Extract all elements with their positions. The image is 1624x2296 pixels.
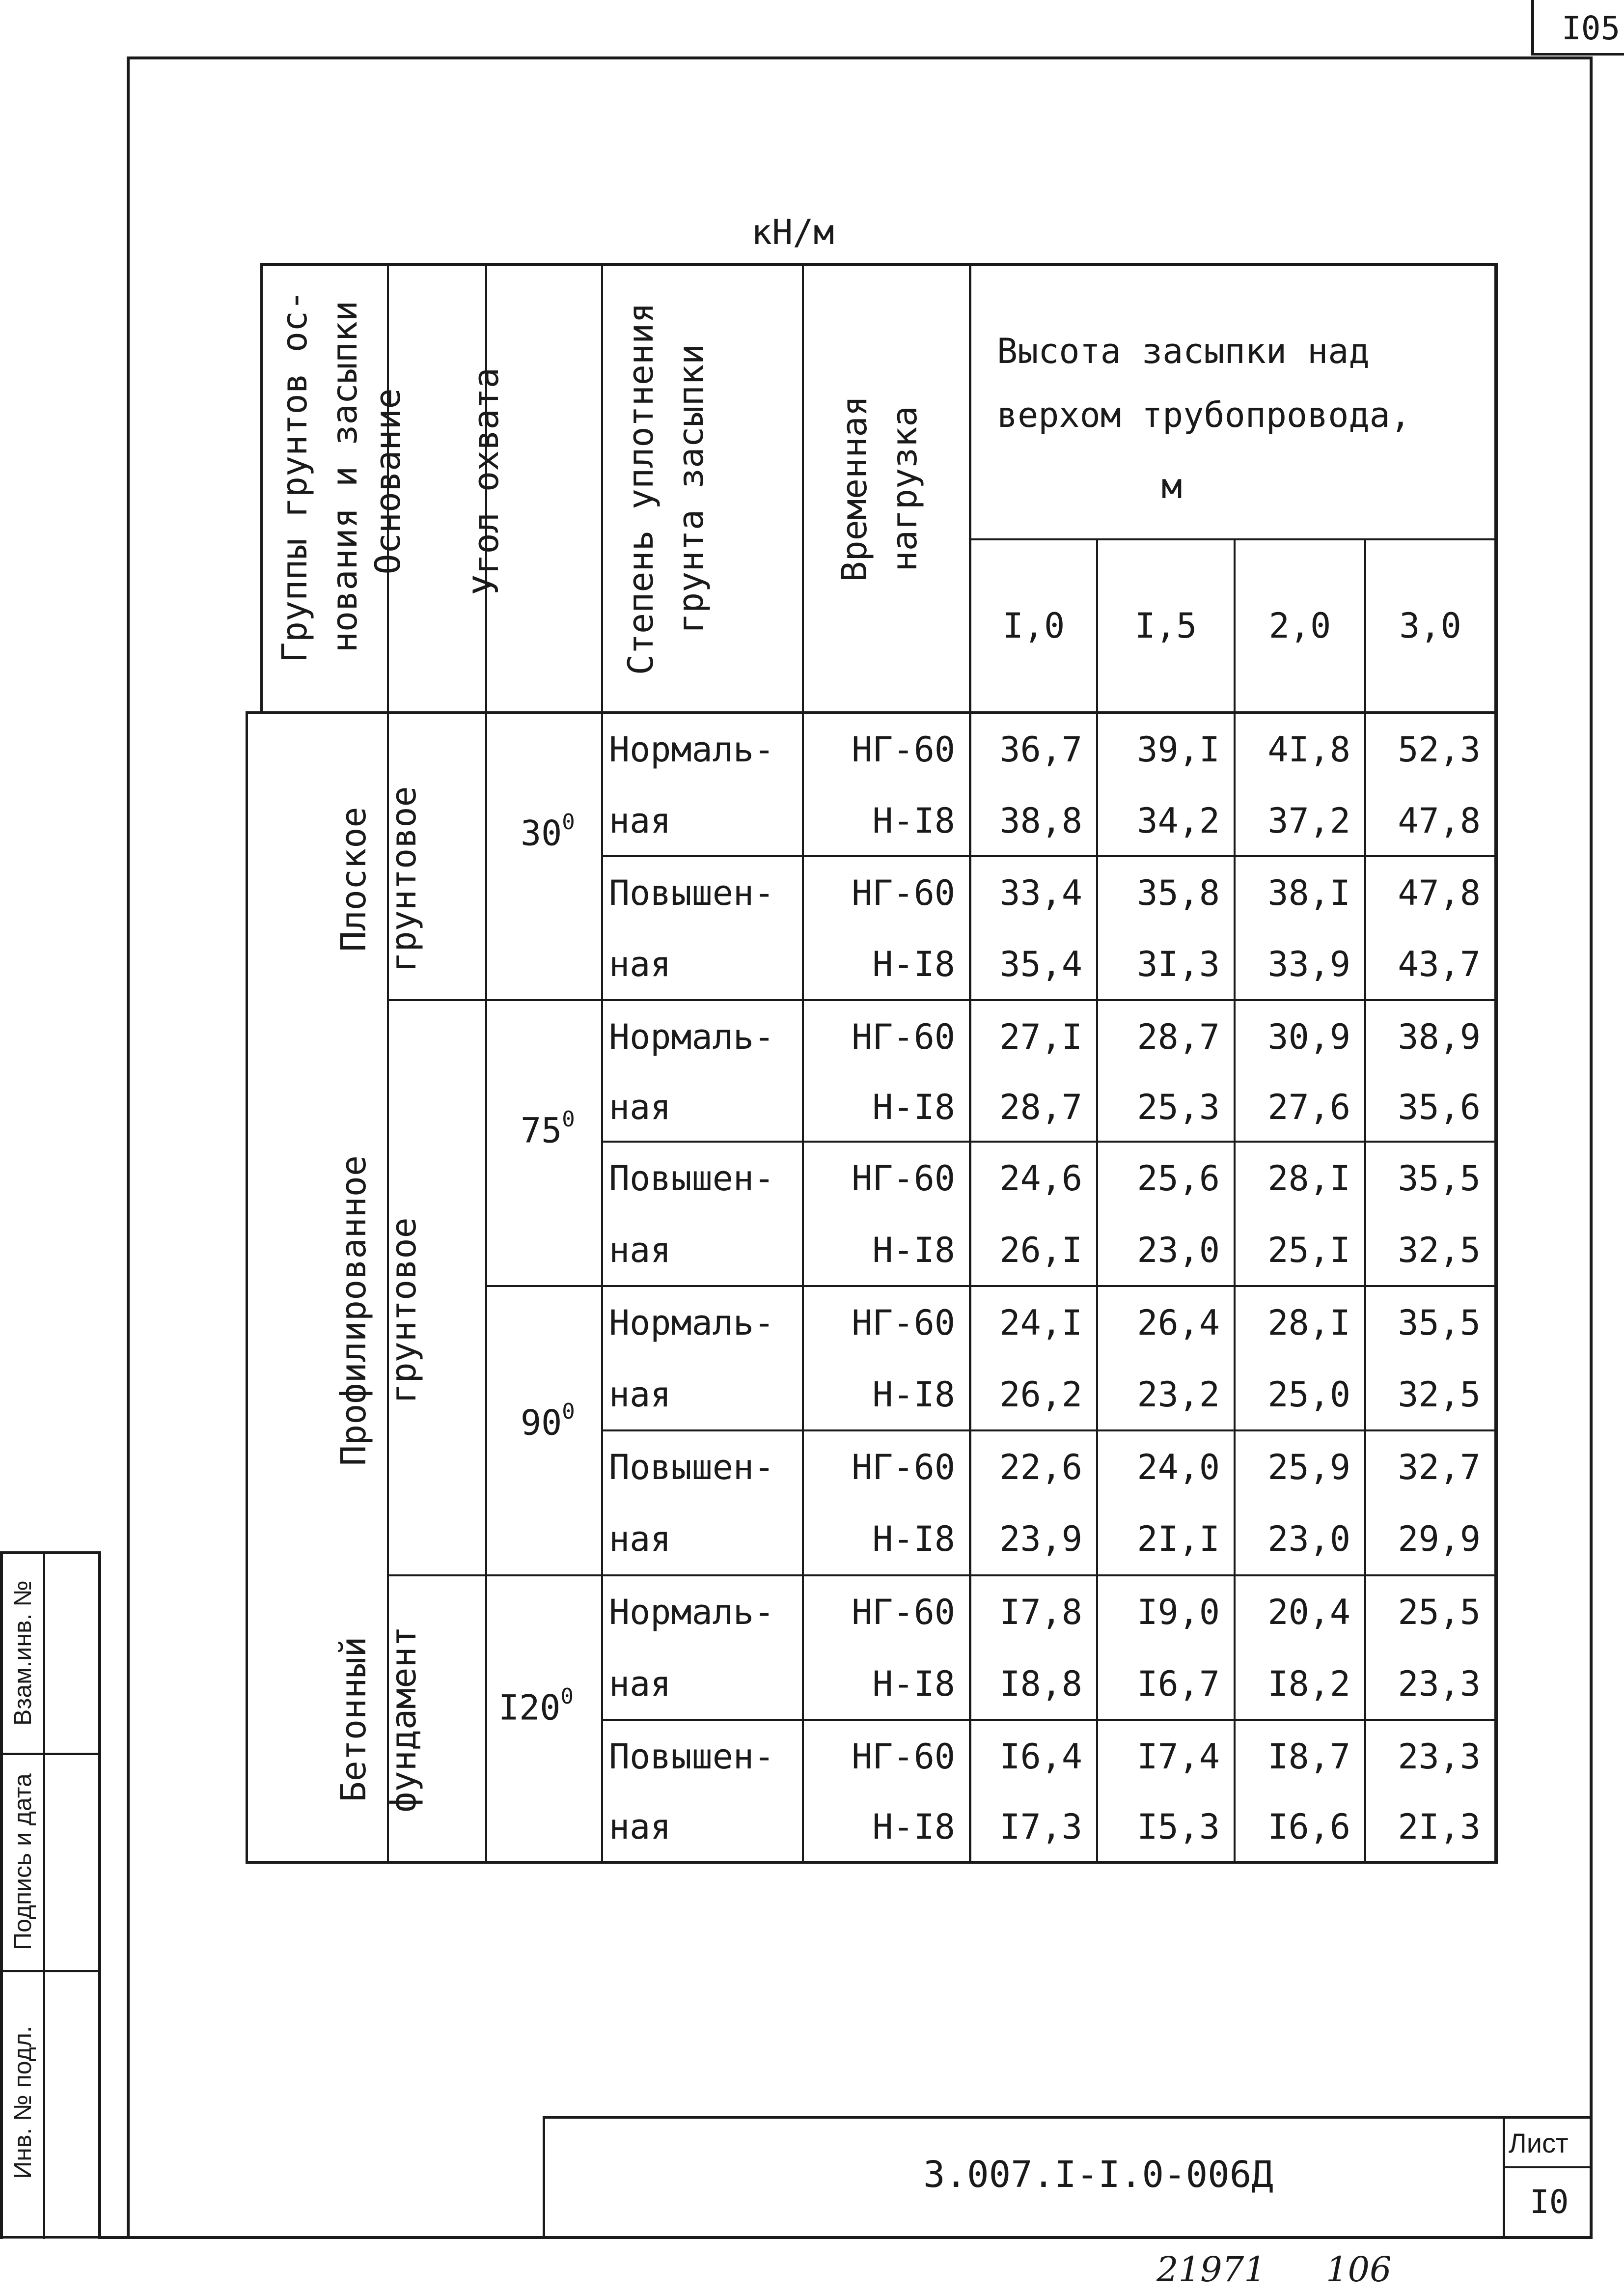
load-label: Н-I8 <box>872 800 955 841</box>
load-label: НГ-60 <box>852 729 955 770</box>
foundation-concrete: Бетонный фундамент <box>333 1626 424 1813</box>
table-cell: 25,I <box>1267 1230 1350 1270</box>
angle-value: 75 <box>521 1110 562 1151</box>
sheet-number: I0 <box>1530 2183 1569 2221</box>
table-cell: 23,2 <box>1137 1374 1220 1415</box>
angle-value: I20 <box>498 1687 561 1728</box>
load-label: НГ-60 <box>852 1158 955 1199</box>
compaction-label: Повышен- <box>609 1158 775 1199</box>
compaction-label: ная <box>609 1087 671 1127</box>
load-label: НГ-60 <box>852 1592 955 1632</box>
table-cell: 29,9 <box>1398 1518 1481 1559</box>
angle-90 <box>521 1399 575 1443</box>
compaction-label: Повышен- <box>609 1447 775 1487</box>
table-cell: I8,8 <box>999 1663 1082 1704</box>
header-height-group: Высота засыпки над <box>997 331 1370 371</box>
stamp-inv-podl: Инв. № подл. <box>9 2026 36 2179</box>
load-label: Н-I8 <box>872 944 955 984</box>
compaction-label: Нормаль- <box>609 1302 775 1343</box>
header-height-1: I,0 <box>1002 606 1065 646</box>
table-cell: I7,8 <box>999 1592 1082 1632</box>
compaction-label: Нормаль- <box>609 1592 775 1632</box>
table-cell: 23,9 <box>999 1518 1082 1559</box>
angle-30 <box>521 810 575 854</box>
table-cell: 32,5 <box>1398 1230 1481 1270</box>
page-corner-number: I05 <box>1562 9 1621 47</box>
angle-75 <box>521 1107 575 1151</box>
table-cell: 36,7 <box>999 729 1082 770</box>
compaction-label: ная <box>609 1230 671 1270</box>
table-cell: I7,3 <box>999 1806 1082 1847</box>
foundation-flat-soil: Плоское грунтовое <box>333 786 424 973</box>
sheet-label: Лист <box>1509 2128 1569 2158</box>
table-cell: I9,0 <box>1137 1592 1220 1632</box>
load-label: НГ-60 <box>852 1447 955 1487</box>
table-cell: 38,8 <box>999 800 1082 841</box>
compaction-label: Повышен- <box>609 1736 775 1777</box>
degree-mark: 0 <box>560 1684 574 1709</box>
compaction-label: ная <box>609 800 671 841</box>
table-cell: 37,2 <box>1267 800 1350 841</box>
compaction-label: ная <box>609 944 671 984</box>
table-cell: 28,7 <box>1137 1016 1220 1057</box>
frame-right <box>1590 56 1593 2239</box>
table-cell: I6,6 <box>1267 1806 1350 1847</box>
header-foundation: Основание <box>368 388 408 575</box>
table-cell: 23,0 <box>1137 1230 1220 1270</box>
load-label: Н-I8 <box>872 1087 955 1127</box>
table-cell: 24,I <box>999 1302 1082 1343</box>
table-cell: 2I,3 <box>1398 1806 1481 1847</box>
table-cell: I6,4 <box>999 1736 1082 1777</box>
load-label: Н-I8 <box>872 1374 955 1415</box>
table-cell: 33,9 <box>1267 944 1350 984</box>
table-cell: 35,5 <box>1398 1158 1481 1199</box>
table-cell: I8,2 <box>1267 1663 1350 1704</box>
document-code: 3.007.I-I.0-006Д <box>923 2154 1273 2196</box>
compaction-label: ная <box>609 1663 671 1704</box>
table-cell: 20,4 <box>1267 1592 1350 1632</box>
table-cell: 43,7 <box>1398 944 1481 984</box>
table-cell: 47,8 <box>1398 800 1481 841</box>
table-cell: 25,9 <box>1267 1447 1350 1487</box>
header-load: Временная нагрузка <box>834 395 925 582</box>
table-cell: 35,5 <box>1398 1302 1481 1343</box>
table-cell: 25,3 <box>1137 1087 1220 1127</box>
angle-value: 30 <box>521 813 562 854</box>
compaction-label: ная <box>609 1518 671 1559</box>
header-angle: Угол охвата <box>466 367 506 595</box>
degree-mark: 0 <box>562 1399 575 1424</box>
handwritten-number-left: 21971 <box>1156 2249 1266 2290</box>
table-cell: 32,5 <box>1398 1374 1481 1415</box>
compaction-label: ная <box>609 1374 671 1415</box>
table-cell: 22,6 <box>999 1447 1082 1487</box>
table-cell: 34,2 <box>1137 800 1220 841</box>
table-cell: 28,7 <box>999 1087 1082 1127</box>
table-cell: 24,0 <box>1137 1447 1220 1487</box>
table-cell: 26,I <box>999 1230 1082 1270</box>
header-compaction: Степень уплотнения грунта засыпки <box>621 302 711 675</box>
frame-bottom <box>98 2236 1593 2239</box>
table-cell: 27,I <box>999 1016 1082 1057</box>
table-cell: 28,I <box>1267 1158 1350 1199</box>
header-height-group-3: м <box>1161 466 1183 506</box>
table-cell: 25,6 <box>1137 1158 1220 1199</box>
table-cell: 32,7 <box>1398 1447 1481 1487</box>
table-cell: I7,4 <box>1137 1736 1220 1777</box>
table-cell: 23,0 <box>1267 1518 1350 1559</box>
header-soil-groups: Группы грунтов ос- нования и засыпки <box>275 290 365 663</box>
table-cell: 35,8 <box>1137 872 1220 913</box>
units-label: кН/м <box>751 212 834 252</box>
table-cell: 47,8 <box>1398 872 1481 913</box>
load-label: НГ-60 <box>852 872 955 913</box>
table-cell: 39,I <box>1137 729 1220 770</box>
load-label: Н-I8 <box>872 1806 955 1847</box>
table-cell: 33,4 <box>999 872 1082 913</box>
table-cell: 30,9 <box>1267 1016 1350 1057</box>
stamp-vzam-inv: Взам.инв. № <box>9 1580 36 1726</box>
table-cell: 26,4 <box>1137 1302 1220 1343</box>
table-cell: I5,3 <box>1137 1806 1220 1847</box>
compaction-label: Нормаль- <box>609 729 775 770</box>
table-cell: 2I,I <box>1137 1518 1220 1559</box>
table-cell: 24,6 <box>999 1158 1082 1199</box>
load-label: Н-I8 <box>872 1663 955 1704</box>
table-cell: 3I,3 <box>1137 944 1220 984</box>
load-label: Н-I8 <box>872 1230 955 1270</box>
table-cell: 35,4 <box>999 944 1082 984</box>
degree-mark: 0 <box>562 810 575 835</box>
table-cell: 4I,8 <box>1267 729 1350 770</box>
compaction-label: Нормаль- <box>609 1016 775 1057</box>
table-cell: 28,I <box>1267 1302 1350 1343</box>
stamp-podpis-data: Подпись и дата <box>9 1773 36 1950</box>
header-height-2: I,5 <box>1134 606 1197 646</box>
table-cell: 27,6 <box>1267 1087 1350 1127</box>
degree-mark: 0 <box>562 1107 575 1132</box>
table-cell: 38,I <box>1267 872 1350 913</box>
angle-value: 90 <box>521 1402 562 1443</box>
load-label: Н-I8 <box>872 1518 955 1559</box>
table-cell: 25,0 <box>1267 1374 1350 1415</box>
frame-left <box>127 56 130 2239</box>
table-cell: 23,3 <box>1398 1736 1481 1777</box>
foundation-profiled-soil: Профилированное грунтовое <box>333 1155 424 1466</box>
table-cell: 25,5 <box>1398 1592 1481 1632</box>
compaction-label: ная <box>609 1806 671 1847</box>
frame-top <box>127 56 1593 59</box>
header-height-4: 3,0 <box>1399 606 1461 646</box>
header-height-group-2: верхом трубопровода, <box>997 395 1411 435</box>
angle-120 <box>498 1684 574 1728</box>
header-height-3: 2,0 <box>1268 606 1331 646</box>
table-cell: I8,7 <box>1267 1736 1350 1777</box>
table-cell: 35,6 <box>1398 1087 1481 1127</box>
handwritten-number-right: 106 <box>1326 2249 1392 2290</box>
table-cell: 52,3 <box>1398 729 1481 770</box>
table-cell: 38,9 <box>1398 1016 1481 1057</box>
load-label: НГ-60 <box>852 1736 955 1777</box>
table-cell: I6,7 <box>1137 1663 1220 1704</box>
load-label: НГ-60 <box>852 1016 955 1057</box>
compaction-label: Повышен- <box>609 872 775 913</box>
load-label: НГ-60 <box>852 1302 955 1343</box>
table-cell: 26,2 <box>999 1374 1082 1415</box>
table-cell: 23,3 <box>1398 1663 1481 1704</box>
